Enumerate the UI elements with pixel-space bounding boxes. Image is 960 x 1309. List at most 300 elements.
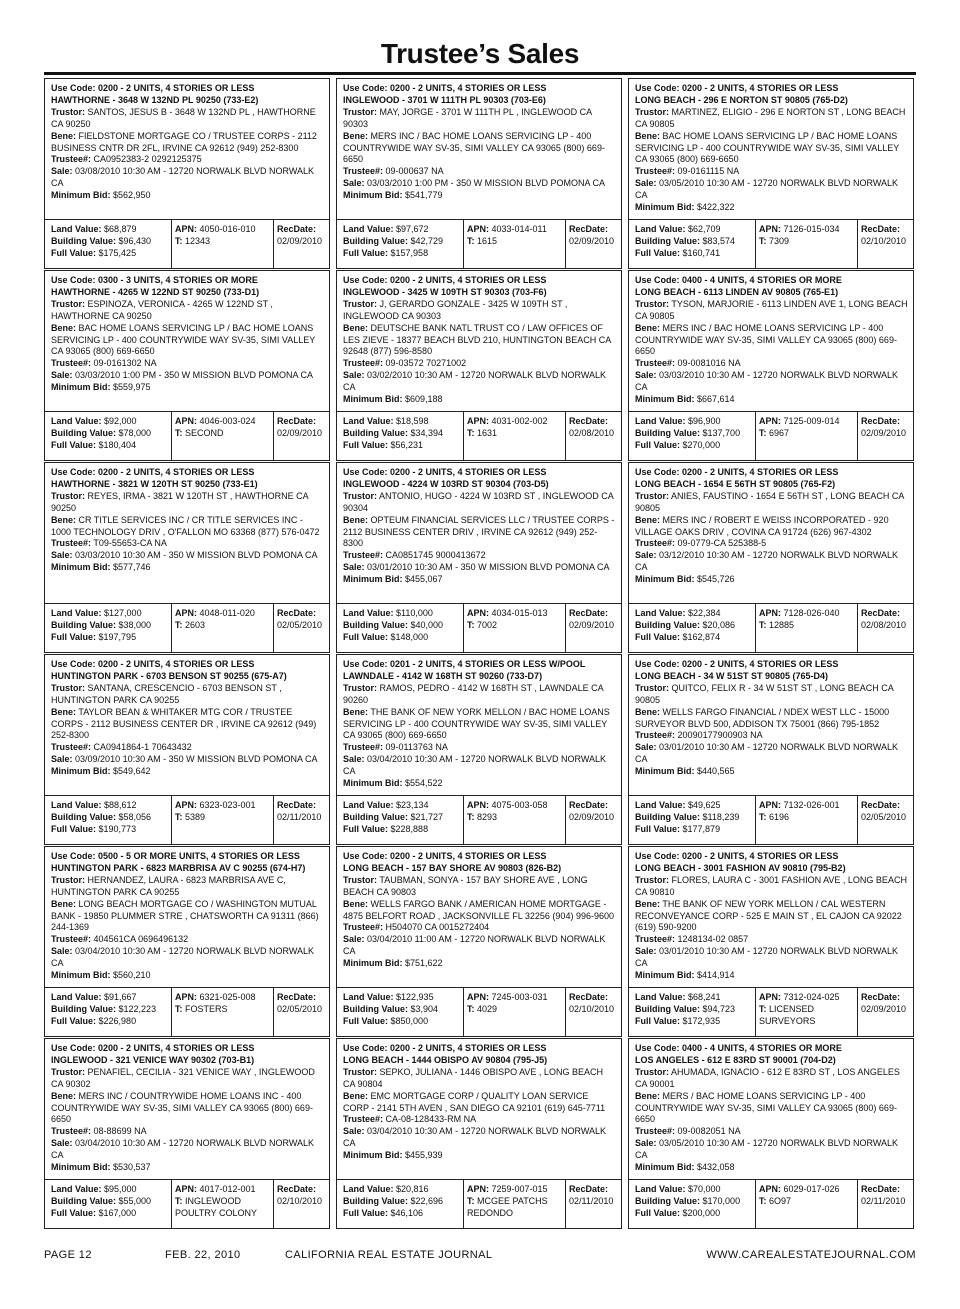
apn-label: APN:	[759, 608, 781, 618]
sale-value: 03/05/2010 10:30 AM - 12720 NORWALK BLVD NORWALK CA	[635, 1138, 898, 1161]
publication-name: CALIFORNIA REAL ESTATE JOURNAL	[285, 1249, 493, 1261]
land-value: $91,667	[104, 992, 137, 1002]
use-code: Use Code: 0200 - 2 UNITS, 4 STORIES OR LESS	[343, 467, 547, 477]
trustor-label: Trustor:	[635, 298, 670, 309]
building-value-label: Building Value:	[635, 811, 701, 822]
sale-value: 03/03/2010 1:00 PM - 350 W MISSION BLVD POMONA CA	[75, 370, 313, 381]
minimum-bid-label: Minimum Bid:	[343, 1150, 403, 1161]
minimum-bid-label: Minimum Bid:	[635, 970, 695, 981]
listing-values	[629, 219, 913, 268]
bene-label: Bene:	[51, 130, 77, 141]
values-cell	[45, 220, 172, 268]
trustor-line	[51, 1067, 324, 1091]
use-code: Use Code: 0200 - 2 UNITS, 4 STORIES OR LESS	[51, 1043, 255, 1053]
property-address: LAWNDALE - 4142 W 168TH ST 90260 (733-D7)	[343, 670, 543, 681]
recdate-label: RecDate:	[569, 224, 609, 234]
bene-label: Bene:	[51, 1090, 77, 1101]
building-value-label: Building Value:	[51, 1003, 117, 1014]
sale-value: 03/04/2010 11:00 AM - 12720 NORWALK BLVD NORWALK CA	[343, 934, 606, 957]
issue-date: FEB. 22, 2010	[165, 1249, 241, 1261]
trustor-value: SEPKO, JULIANA - 1446 OBISPO AVE , LONG BEACH CA 90804	[343, 1066, 603, 1089]
trustee-value: 09-0161302 NA	[93, 358, 157, 369]
land-value: $122,935	[396, 992, 434, 1002]
bene-line	[343, 899, 616, 923]
tract-label: T:	[467, 427, 475, 438]
full-value: $175,425	[98, 247, 137, 258]
recdate-value: 02/05/2010	[277, 1003, 323, 1014]
sale-value: 03/04/2010 10:30 AM - 12720 NORWALK BLVD NORWALK CA	[51, 946, 314, 969]
minimum-bid-line	[51, 766, 324, 778]
building-value-label: Building Value:	[343, 811, 409, 822]
land-value: $96,900	[688, 416, 721, 426]
bene-label: Bene:	[51, 322, 77, 333]
minimum-bid-value: $667,614	[697, 394, 735, 405]
trustee-label: Trustee#:	[51, 934, 92, 945]
trustor-line	[343, 491, 616, 515]
recdate-value: 02/05/2010	[277, 619, 323, 630]
sale-label: Sale:	[635, 370, 657, 381]
recdate-value: 02/10/2010	[277, 1195, 323, 1206]
building-value-label: Building Value:	[51, 427, 117, 438]
apn-label: APN:	[467, 416, 489, 426]
bene-label: Bene:	[635, 322, 661, 333]
full-value-label: Full Value:	[51, 823, 97, 834]
building-value: $122,223	[118, 1003, 157, 1014]
apn-value: 6323-023-001	[199, 800, 256, 810]
bene-label: Bene:	[343, 706, 369, 717]
listing-values	[45, 1179, 329, 1228]
land-value-label: Land Value:	[51, 416, 102, 426]
trustee-label: Trustee#:	[343, 922, 384, 933]
trustee-line	[343, 550, 616, 562]
bene-line	[343, 707, 616, 743]
sale-value: 03/04/2010 10:30 AM - 12720 NORWALK BLVD NORWALK CA	[343, 754, 606, 777]
page-title: Trustee’s Sales	[380, 38, 580, 69]
sale-label: Sale:	[635, 946, 657, 957]
use-code: Use Code: 0200 - 2 UNITS, 4 STORIES OR LESS	[635, 851, 839, 861]
trustee-line	[635, 166, 908, 178]
bene-label: Bene:	[635, 898, 661, 909]
full-value-label: Full Value:	[635, 1207, 681, 1218]
full-value-label: Full Value:	[343, 439, 389, 450]
minimum-bid-label: Minimum Bid:	[343, 190, 403, 201]
full-value: $270,000	[682, 439, 721, 450]
recdate-cell	[566, 412, 621, 460]
recdate-value: 02/09/2010	[569, 619, 615, 630]
use-code: Use Code: 0200 - 2 UNITS, 4 STORIES OR LESS	[635, 467, 839, 477]
minimum-bid-value: $577,746	[113, 562, 151, 573]
listing-values	[337, 603, 621, 652]
building-value: $3,904	[410, 1003, 439, 1014]
trustee-label: Trustee#:	[635, 358, 676, 369]
apn-label: APN:	[759, 416, 781, 426]
listing-details	[45, 847, 329, 987]
trustee-line	[635, 1126, 908, 1138]
trustee-line	[635, 730, 908, 742]
tract-label: T:	[759, 427, 767, 438]
apn-label: APN:	[759, 224, 781, 234]
trustee-label: Trustee#:	[635, 166, 676, 177]
property-address: HUNTINGTON PARK - 6823 MARBRISA AV C 90255 (674-H7)	[51, 862, 306, 873]
listing-details	[337, 79, 621, 219]
sale-line	[343, 934, 616, 958]
building-value: $78,000	[118, 427, 152, 438]
sale-line	[343, 562, 616, 574]
trustor-label: Trustor:	[51, 1066, 86, 1077]
apn-label: APN:	[175, 1184, 197, 1194]
trustor-value: FLORES, LAURA C - 3001 FASHION AVE , LONG BEACH CA 90810	[635, 874, 907, 897]
listing-entry	[628, 846, 914, 1037]
tract-value: FOSTERS	[185, 1003, 228, 1014]
trustor-value: TAUBMAN, SONYA - 157 BAY SHORE AVE , LONG BEACH CA 90803	[343, 874, 588, 897]
values-cell	[629, 220, 756, 268]
page-number: PAGE 12	[44, 1249, 92, 1261]
bene-line	[343, 1091, 616, 1115]
recdate-cell	[566, 1180, 621, 1228]
sale-label: Sale:	[343, 178, 365, 189]
bene-value: CR TITLE SERVICES INC / CR TITLE SERVICES INC - 1000 TECHNOLOGY DRIV , O'FALLON MO 63368 (877) 576-0472	[51, 514, 320, 537]
minimum-bid-line	[635, 394, 908, 406]
sale-label: Sale:	[51, 166, 73, 177]
sale-label: Sale:	[343, 370, 365, 381]
trustee-value: CA0952383-2 0292125375	[93, 154, 202, 165]
trustor-line	[635, 1067, 908, 1091]
apn-label: APN:	[759, 800, 781, 810]
land-value-label: Land Value:	[51, 800, 102, 810]
bene-value: TAYLOR BEAN & WHITAKER MTG COR / TRUSTEE CORPS - 2112 BUSINESS CENTER DR , IRVINE CA 92612 (949) 252-8300	[51, 706, 317, 741]
land-value-label: Land Value:	[343, 224, 394, 234]
tract-label: T:	[175, 235, 183, 246]
trustor-label: Trustor:	[635, 1066, 670, 1077]
use-code: Use Code: 0200 - 2 UNITS, 4 STORIES OR LESS	[635, 83, 839, 93]
listing-details	[45, 1039, 329, 1179]
recdate-label: RecDate:	[277, 992, 317, 1002]
trustee-label: Trustee#:	[635, 934, 676, 945]
sale-value: 03/05/2010 10:30 AM - 12720 NORWALK BLVD NORWALK CA	[635, 178, 898, 201]
apn-label: APN:	[175, 992, 197, 1002]
listing-details	[629, 847, 913, 987]
apn-label: APN:	[759, 992, 781, 1002]
sale-label: Sale:	[51, 946, 73, 957]
recdate-cell	[274, 796, 329, 844]
trustor-label: Trustor:	[635, 106, 670, 117]
recdate-cell	[858, 604, 913, 652]
tract-label: T:	[759, 1003, 767, 1014]
building-value: $55,000	[118, 1195, 152, 1206]
apn-value: 4048-011-020	[199, 608, 255, 618]
apn-cell	[172, 1180, 274, 1228]
trustor-label: Trustor:	[343, 106, 378, 117]
sale-line	[51, 370, 324, 382]
recdate-label: RecDate:	[861, 416, 901, 426]
minimum-bid-value: $554,522	[405, 778, 443, 789]
listing-entry	[44, 654, 330, 845]
property-address: HAWTHORNE - 3648 W 132ND PL 90250 (733-E2)	[51, 94, 259, 105]
listing-values	[629, 603, 913, 652]
apn-value: 7132-026-001	[783, 800, 840, 810]
building-value: $34,394	[410, 427, 444, 438]
listing-values	[337, 1179, 621, 1228]
land-value: $88,612	[104, 800, 137, 810]
property-address: INGLEWOOD - 3425 W 109TH ST 90303 (703-F6)	[343, 286, 547, 297]
bene-label: Bene:	[635, 130, 661, 141]
sale-line	[51, 166, 324, 190]
full-value-label: Full Value:	[343, 1207, 389, 1218]
trustor-value: REYES, IRMA - 3821 W 120TH ST , HAWTHORNE CA 90250	[51, 490, 309, 513]
full-value: $200,000	[682, 1207, 721, 1218]
land-value-label: Land Value:	[635, 1184, 686, 1194]
listing-details	[45, 271, 329, 411]
building-value: $38,000	[118, 619, 152, 630]
minimum-bid-line	[635, 766, 908, 778]
trustee-line	[51, 538, 324, 550]
land-value: $22,384	[688, 608, 721, 618]
recdate-value: 02/08/2010	[569, 427, 615, 438]
minimum-bid-value: $422,322	[697, 202, 735, 213]
listing-entry	[628, 78, 914, 269]
apn-cell	[172, 604, 274, 652]
bene-line	[51, 707, 324, 743]
sale-label: Sale:	[343, 1126, 365, 1137]
sale-line	[635, 946, 908, 970]
use-code: Use Code: 0201 - 2 UNITS, 4 STORIES OR LESS W/POOL	[343, 659, 586, 669]
property-address: INGLEWOOD - 3701 W 111TH PL 90303 (703-E6)	[343, 94, 546, 105]
trustee-line	[343, 358, 616, 370]
bene-line	[51, 323, 324, 359]
bene-value: WELLS FARGO BANK / AMERICAN HOME MORTGAGE - 4875 BELFORT ROAD , JACKSONVILLE FL 32256 (904) 996-9600	[343, 898, 614, 921]
land-value-label: Land Value:	[51, 992, 102, 1002]
land-value: $20,816	[396, 1184, 429, 1194]
listing-details	[629, 79, 913, 219]
full-value-label: Full Value:	[51, 1015, 97, 1026]
listing-details	[629, 1039, 913, 1179]
values-cell	[337, 1180, 464, 1228]
trustor-label: Trustor:	[343, 1066, 378, 1077]
trustor-label: Trustor:	[51, 874, 86, 885]
recdate-value: 02/05/2010	[861, 811, 907, 822]
use-code: Use Code: 0400 - 4 UNITS, 4 STORIES OR MORE	[635, 275, 842, 285]
minimum-bid-label: Minimum Bid:	[51, 190, 111, 201]
trustor-value: PENAFIEL, CECILIA - 321 VENICE WAY , INGLEWOOD CA 90302	[51, 1066, 315, 1089]
apn-value: 6029-017-026	[783, 1184, 840, 1194]
minimum-bid-line	[51, 562, 324, 574]
sale-label: Sale:	[635, 1138, 657, 1149]
trustor-value: SANTOS, JESUS B - 3648 W 132ND PL , HAWTHORNE CA 90250	[51, 106, 316, 129]
tract-value: INGLEWOOD POULTRY COLONY	[175, 1195, 258, 1218]
listing-entry	[44, 462, 330, 653]
trustee-label: Trustee#:	[343, 1114, 384, 1125]
sale-line	[635, 550, 908, 574]
trustor-line	[635, 299, 908, 323]
trustee-label: Trustee#:	[635, 1126, 676, 1137]
apn-value: 4017-012-001	[199, 1184, 256, 1194]
recdate-value: 02/08/2010	[861, 619, 907, 630]
bene-label: Bene:	[635, 1090, 661, 1101]
trustee-line	[343, 1114, 616, 1126]
building-value-label: Building Value:	[635, 1195, 701, 1206]
listing-values	[45, 219, 329, 268]
values-cell	[629, 988, 756, 1036]
land-value: $92,000	[104, 416, 137, 426]
values-cell	[337, 412, 464, 460]
minimum-bid-label: Minimum Bid:	[343, 778, 403, 789]
apn-label: APN:	[467, 992, 489, 1002]
use-code: Use Code: 0200 - 2 UNITS, 4 STORIES OR LESS	[51, 467, 255, 477]
trustor-label: Trustor:	[51, 298, 86, 309]
full-value: $226,980	[98, 1015, 137, 1026]
trustee-value: CA0941864-1 70643432	[93, 742, 192, 753]
recdate-label: RecDate:	[569, 608, 609, 618]
listing-column	[44, 78, 330, 1230]
building-value-label: Building Value:	[635, 1003, 701, 1014]
trustee-line	[343, 922, 616, 934]
bene-line	[635, 707, 908, 731]
apn-value: 7125-009-014	[783, 416, 840, 426]
apn-cell	[172, 988, 274, 1036]
land-value-label: Land Value:	[343, 608, 394, 618]
minimum-bid-line	[343, 394, 616, 406]
tract-value: 6O97	[769, 1195, 792, 1206]
minimum-bid-line	[635, 1162, 908, 1174]
use-code: Use Code: 0200 - 2 UNITS, 4 STORIES OR LESS	[51, 659, 255, 669]
trustee-line	[635, 358, 908, 370]
trustor-value: SANTANA, CRESCENCIO - 6703 BENSON ST , HUNTINGTON PARK CA 90255	[51, 682, 282, 705]
apn-label: APN:	[175, 416, 197, 426]
listing-details	[337, 463, 621, 603]
minimum-bid-line	[51, 1162, 324, 1174]
building-value: $22,696	[410, 1195, 444, 1206]
trustee-label: Trustee#:	[343, 742, 384, 753]
full-value-label: Full Value:	[343, 1015, 389, 1026]
building-value-label: Building Value:	[343, 235, 409, 246]
values-cell	[45, 412, 172, 460]
listing-values	[629, 1179, 913, 1228]
minimum-bid-value: $560,210	[113, 970, 151, 981]
values-cell	[337, 988, 464, 1036]
sale-line	[51, 1138, 324, 1162]
minimum-bid-label: Minimum Bid:	[51, 562, 111, 573]
trustee-label: Trustee#:	[51, 358, 92, 369]
sale-line	[343, 754, 616, 778]
building-value-label: Building Value:	[635, 427, 701, 438]
tract-value: 1631	[477, 427, 498, 438]
recdate-label: RecDate:	[277, 224, 317, 234]
apn-cell	[756, 220, 858, 268]
sale-value: 03/12/2010 10:30 AM - 12720 NORWALK BLVD NORWALK CA	[635, 550, 898, 573]
tract-label: T:	[175, 427, 183, 438]
sale-line	[635, 1138, 908, 1162]
trustee-label: Trustee#:	[343, 550, 384, 561]
trustor-label: Trustor:	[343, 682, 378, 693]
recdate-label: RecDate:	[277, 1184, 317, 1194]
recdate-label: RecDate:	[861, 1184, 901, 1194]
tract-value: 12885	[769, 619, 795, 630]
recdate-label: RecDate:	[861, 800, 901, 810]
bene-label: Bene:	[51, 706, 77, 717]
full-value: $190,773	[98, 823, 137, 834]
recdate-label: RecDate:	[569, 992, 609, 1002]
trustor-value: HERNANDEZ, LAURA - 6823 MARBRISA AVE C, HUNTINGTON PARK CA 90255	[51, 874, 286, 897]
sale-line	[343, 178, 616, 190]
listing-entry	[628, 1038, 914, 1229]
trustee-value: 1248134-02 0857	[677, 934, 749, 945]
apn-label: APN:	[175, 224, 197, 234]
bene-label: Bene:	[343, 514, 369, 525]
minimum-bid-line	[343, 958, 616, 970]
tract-label: T:	[467, 1003, 475, 1014]
listing-entry	[44, 270, 330, 461]
bene-value: THE BANK OF NEW YORK MELLON / CAL WESTERN RECONVEYANCE CORP - 525 E MAIN ST , EL CAJON CA 92022 (619) 590-9200	[635, 898, 902, 933]
bene-line	[635, 515, 908, 539]
apn-label: APN:	[175, 608, 197, 618]
sale-line	[51, 754, 324, 766]
listing-details	[337, 847, 621, 987]
sale-value: 03/03/2010 10:30 AM - 350 W MISSION BLVD POMONA CA	[75, 550, 318, 561]
apn-cell	[172, 412, 274, 460]
sale-value: 03/01/2010 10:30 AM - 350 W MISSION BLVD POMONA CA	[367, 562, 610, 573]
minimum-bid-value: $549,642	[113, 766, 151, 777]
apn-label: APN:	[467, 800, 489, 810]
building-value: $40,000	[410, 619, 444, 630]
full-value-label: Full Value:	[51, 247, 97, 258]
listing-values	[337, 411, 621, 460]
minimum-bid-line	[51, 970, 324, 982]
recdate-cell	[566, 220, 621, 268]
property-address: LOS ANGELES - 612 E 83RD ST 90001 (704-D2)	[635, 1054, 836, 1065]
trustor-line	[343, 875, 616, 899]
trustee-label: Trustee#:	[343, 358, 384, 369]
sale-line	[635, 742, 908, 766]
recdate-label: RecDate:	[861, 608, 901, 618]
trustee-value: 09-0161115 NA	[677, 166, 740, 177]
minimum-bid-label: Minimum Bid:	[343, 574, 403, 585]
recdate-value: 02/11/2010	[277, 811, 322, 822]
trustee-value: H504070 CA 0015272404	[385, 922, 490, 933]
full-value: $850,000	[390, 1015, 429, 1026]
apn-cell	[464, 1180, 566, 1228]
tract-label: T:	[759, 1195, 767, 1206]
land-value: $23,134	[396, 800, 429, 810]
values-cell	[45, 1180, 172, 1228]
apn-label: APN:	[467, 608, 489, 618]
trustor-label: Trustor:	[51, 682, 86, 693]
trustor-line	[51, 875, 324, 899]
bene-label: Bene:	[51, 514, 77, 525]
full-value: $157,958	[390, 247, 429, 258]
recdate-value: 02/09/2010	[861, 1003, 907, 1014]
sale-label: Sale:	[51, 1138, 73, 1149]
full-value: $228,888	[390, 823, 429, 834]
listing-entry	[44, 846, 330, 1037]
recdate-value: 02/09/2010	[277, 427, 323, 438]
building-value: $58,056	[118, 811, 152, 822]
listing-details	[629, 655, 913, 795]
listing-details	[45, 655, 329, 795]
sale-label: Sale:	[343, 934, 365, 945]
listing-values	[629, 411, 913, 460]
trustee-value: CA0851745 9000413672	[385, 550, 486, 561]
sale-label: Sale:	[51, 754, 73, 765]
full-value: $160,741	[682, 247, 721, 258]
sale-value: 03/03/2010 10:30 AM - 12720 NORWALK BLVD NORWALK CA	[635, 370, 898, 393]
recdate-cell	[858, 988, 913, 1036]
tract-value: SECOND	[185, 427, 224, 438]
sale-value: 03/03/2010 1:00 PM - 350 W MISSION BLVD POMONA CA	[367, 178, 605, 189]
minimum-bid-label: Minimum Bid:	[343, 958, 403, 969]
trustee-value: 20090177900903 NA	[677, 730, 763, 741]
trustor-label: Trustor:	[51, 106, 86, 117]
building-value: $83,574	[702, 235, 736, 246]
